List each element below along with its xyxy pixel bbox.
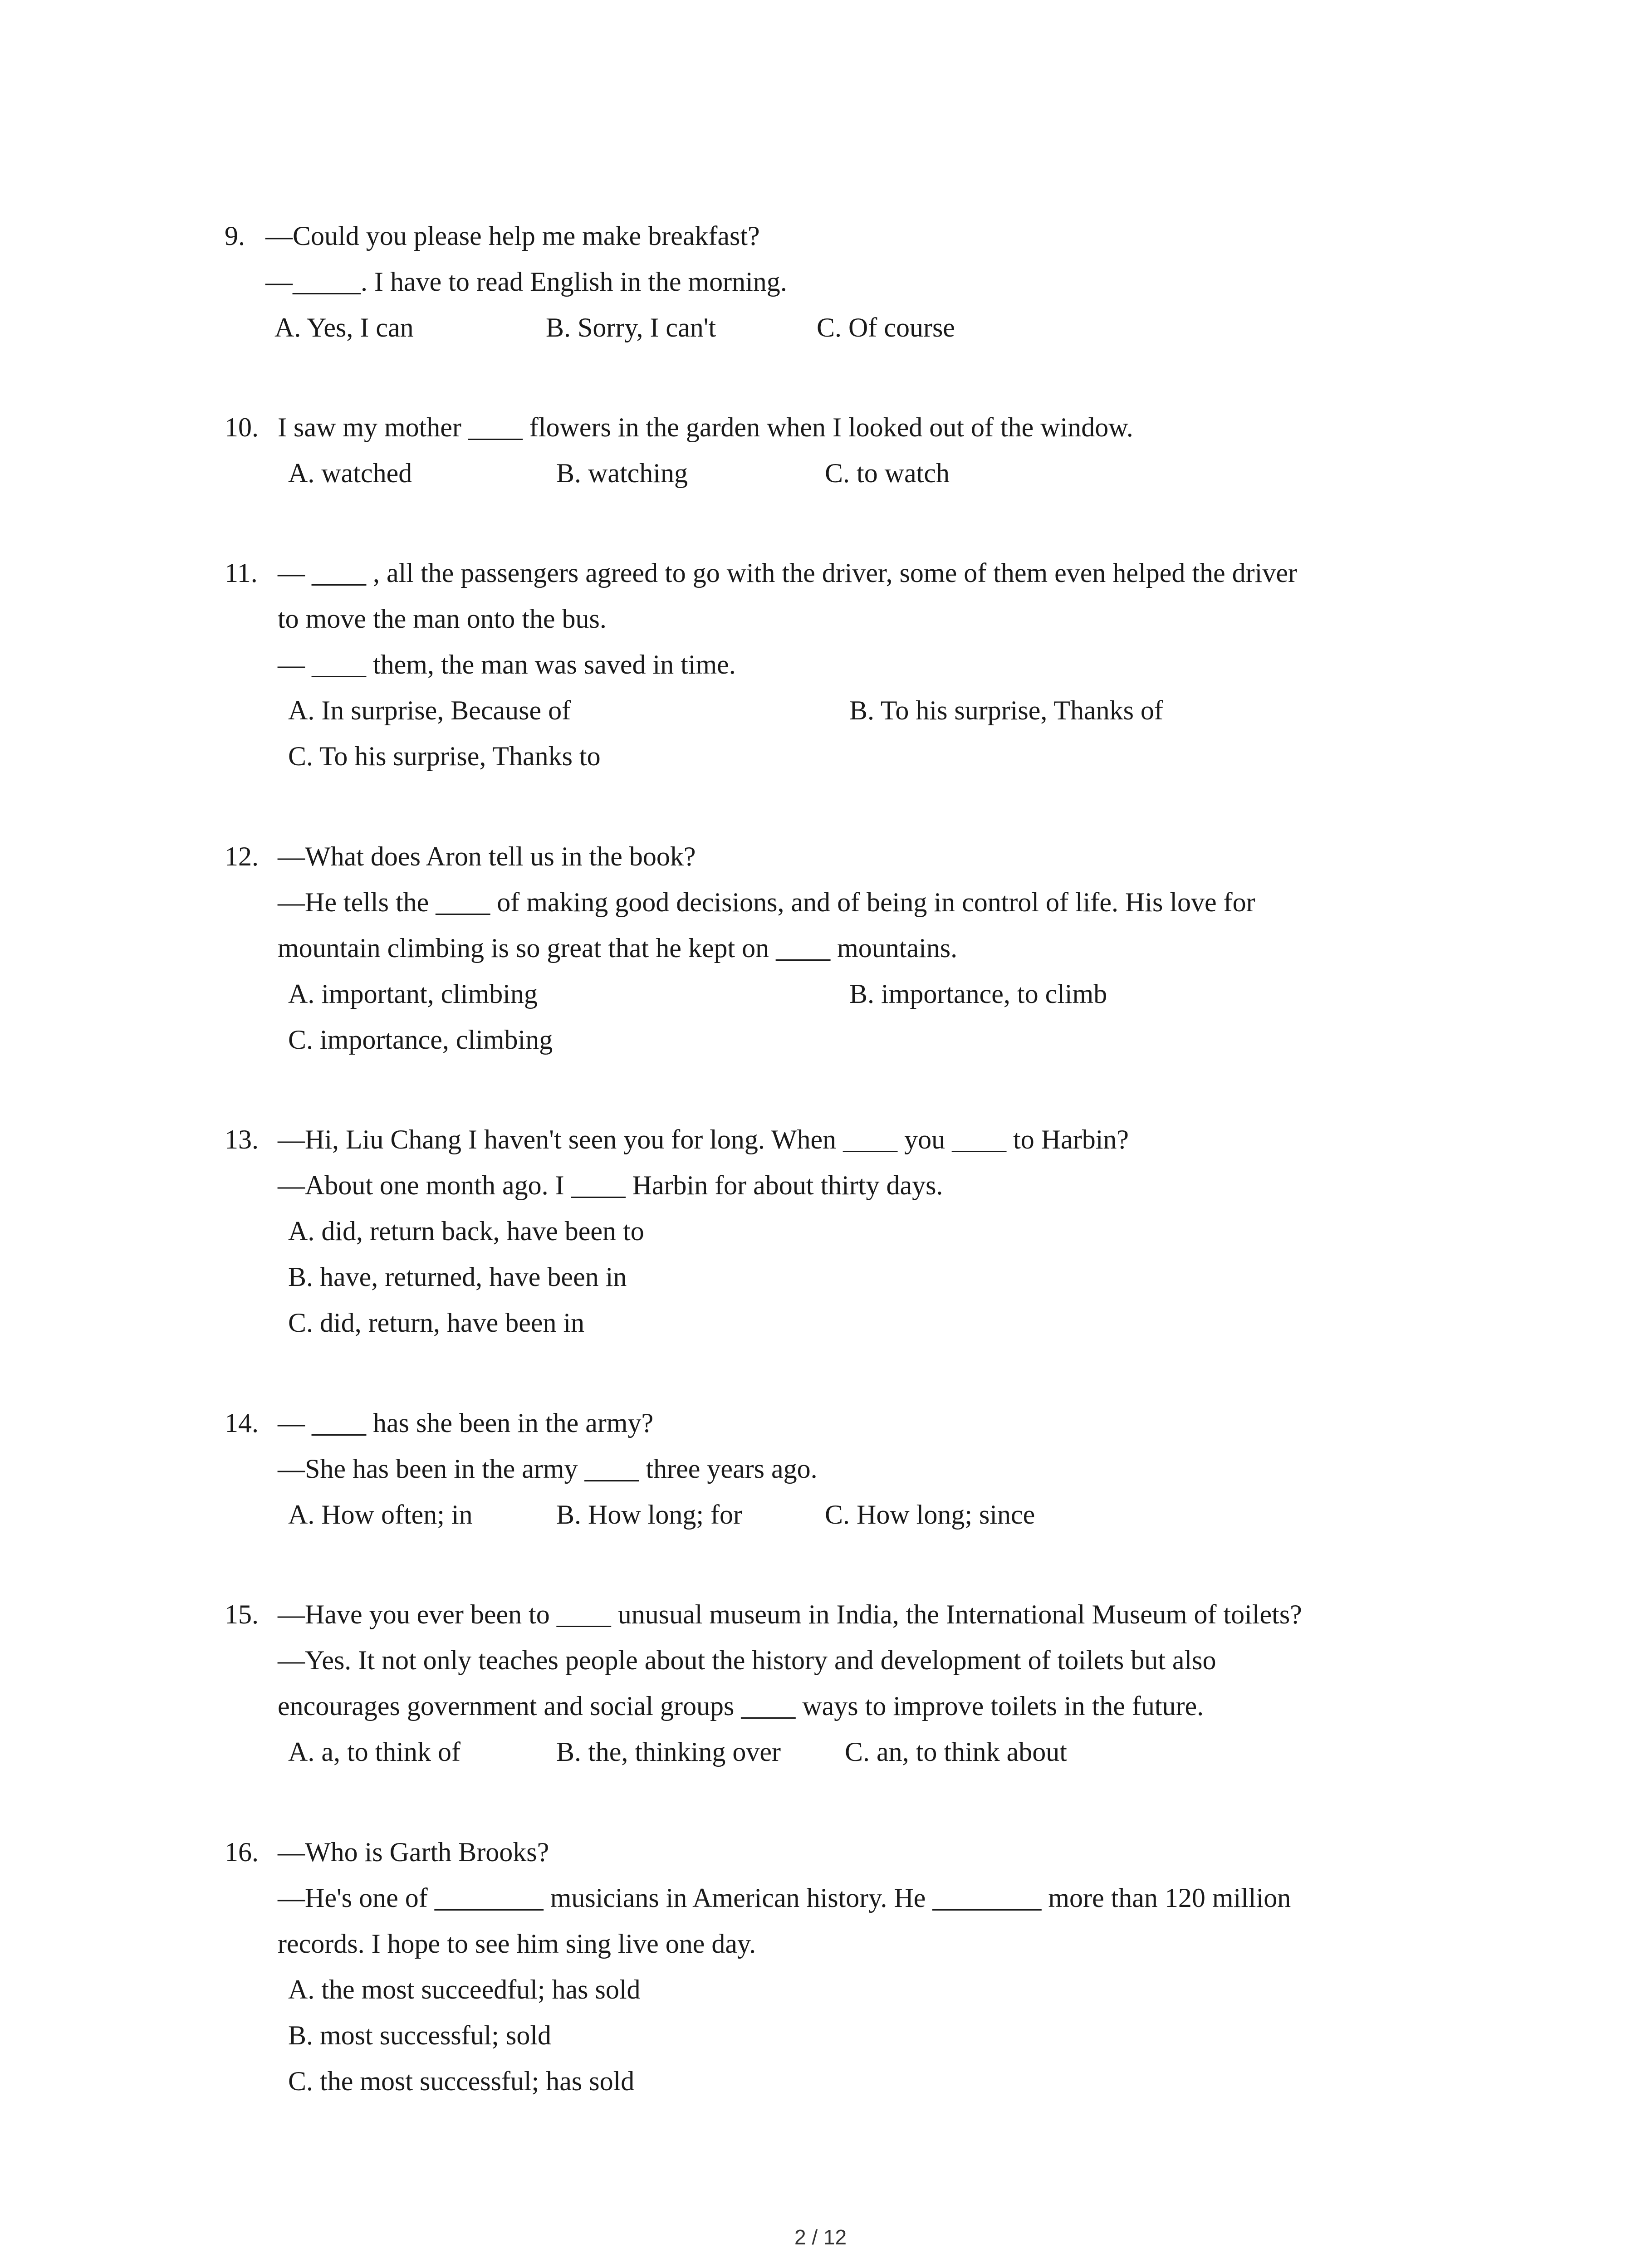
question-stem-line: encourages government and social groups ____ ways to improve toilets in the future. (278, 1691, 1204, 1721)
question-stem-line: —About one month ago. I ____ Harbin for about thirty days. (278, 1170, 943, 1200)
question-stem-line: records. I hope to see him sing live one day. (278, 1929, 756, 1959)
question-stem-line: — ____ them, the man was saved in time. (278, 650, 736, 679)
question-stem-line: — ____ , all the passengers agreed to go with the driver, some of them even helped the driver (278, 558, 1297, 588)
question-stem-line: —He's one of ________ musicians in American history. He ________ more than 120 million (278, 1883, 1291, 1913)
option-b: B. Sorry, I can't (546, 313, 716, 342)
option-c: C. the most successful; has sold (288, 2066, 635, 2096)
option-a: A. a, to think of (288, 1737, 460, 1767)
question-stem-line: —He tells the ____ of making good decisions, and of being in control of life. His love for (278, 887, 1255, 917)
option-b: B. most successful; sold (288, 2020, 551, 2050)
question-stem-line: —What does Aron tell us in the book? (278, 841, 696, 871)
question-stem-line: —Have you ever been to ____ unusual museum in India, the International Museum of toilets? (278, 1599, 1302, 1629)
question-stem-line: —Who is Garth Brooks? (278, 1837, 549, 1867)
option-c: C. How long; since (825, 1500, 1035, 1530)
question-stem-line: —Yes. It not only teaches people about the history and development of toilets but also (278, 1645, 1216, 1675)
option-b: B. How long; for (556, 1500, 742, 1530)
question-number: 14. (225, 1408, 259, 1438)
question-number: 10. (225, 412, 259, 442)
question-stem-line: I saw my mother ____ flowers in the garden when I looked out of the window. (278, 412, 1133, 442)
question-number: 9. (225, 221, 245, 251)
option-c: C. importance, climbing (288, 1025, 553, 1055)
question-stem-line: —Hi, Liu Chang I haven't seen you for long. When ____ you ____ to Harbin? (278, 1124, 1129, 1154)
question-stem-line: —She has been in the army ____ three years ago. (278, 1454, 818, 1484)
option-b: B. have, returned, have been in (288, 1262, 627, 1292)
question-number: 15. (225, 1599, 259, 1629)
option-a: A. important, climbing (288, 979, 538, 1009)
question-number: 12. (225, 841, 259, 871)
option-b: B. watching (556, 458, 688, 488)
question-stem-line: mountain climbing is so great that he kept on ____ mountains. (278, 933, 958, 963)
option-b: B. importance, to climb (849, 979, 1107, 1009)
option-c: C. to watch (825, 458, 950, 488)
option-c: C. Of course (817, 313, 955, 342)
option-b: B. the, thinking over (556, 1737, 781, 1767)
question-stem-line: — ____ has she been in the army? (278, 1408, 654, 1438)
option-a: A. In surprise, Because of (288, 695, 571, 725)
option-b: B. To his surprise, Thanks of (849, 695, 1163, 725)
option-c: C. an, to think about (845, 1737, 1067, 1767)
question-stem-line: to move the man onto the bus. (278, 604, 607, 634)
question-number: 11. (225, 558, 258, 588)
option-c: C. To his surprise, Thanks to (288, 741, 601, 771)
option-a: A. How often; in (288, 1500, 473, 1530)
question-number: 13. (225, 1124, 259, 1154)
option-c: C. did, return, have been in (288, 1308, 585, 1338)
page-number: 2 / 12 (794, 2225, 847, 2249)
question-stem-line: —_____. I have to read English in the morning. (265, 267, 787, 297)
option-a: A. watched (288, 458, 412, 488)
option-a: A. did, return back, have been to (288, 1216, 644, 1246)
option-a: A. the most succeedful; has sold (288, 1975, 641, 2004)
option-a: A. Yes, I can (274, 313, 414, 342)
question-stem-line: —Could you please help me make breakfast? (265, 221, 760, 251)
question-number: 16. (225, 1837, 259, 1867)
